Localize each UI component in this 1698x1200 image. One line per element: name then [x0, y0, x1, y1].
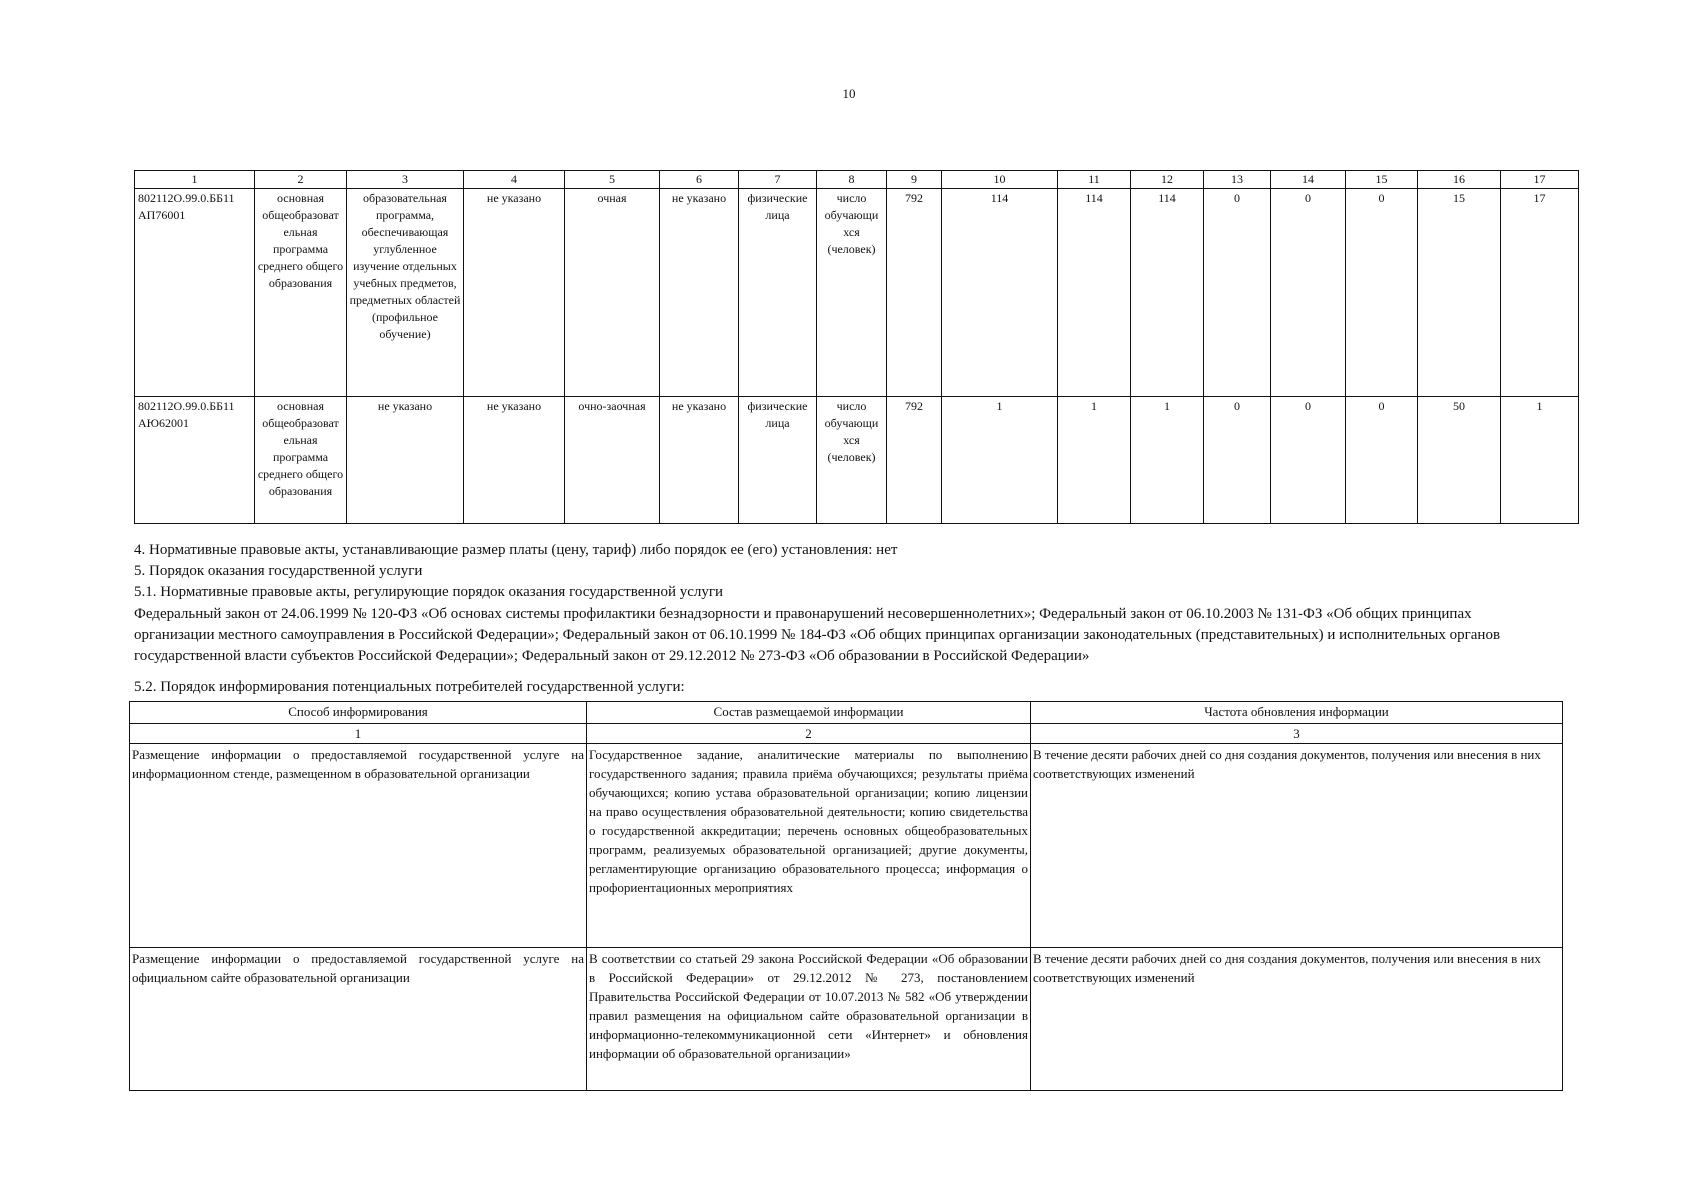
table-row	[135, 397, 1579, 524]
table-cell: не указано	[347, 397, 464, 524]
table-cell: 114	[1058, 189, 1131, 397]
table-cell: не указано	[464, 189, 565, 397]
column-number: 9	[887, 171, 942, 189]
column-number: 7	[739, 171, 817, 189]
column-header: Состав размещаемой информации	[587, 702, 1031, 724]
legal-text-block	[134, 540, 1554, 698]
table-cell: 17	[1501, 189, 1579, 397]
table-cell: Размещение информации о предоставляемой государственной услуге на информационном стенде, размещенном в образовательной организации	[130, 744, 587, 948]
table-cell: Государственное задание, аналитические материалы по выполнению государственного задания; правила приёма обучающихся; результаты приёма обучающихся; копию устава образовательной организации; копию лицензии на право осуществления образовательной деятельности; копию свидетельства о государственной аккредитации; перечень основных общеобразовательных программ, реализуемых образовательной организацией; другие документы, регламентирующие организацию образовательного процесса; информация о профориентационных мероприятиях	[587, 744, 1031, 948]
service-volume-table	[134, 170, 1579, 524]
page-number: 10	[842, 86, 856, 101]
table-cell: В соответствии со статьей 29 закона Российской Федерации «Об образовании в Российской Федерации» от 29.12.2012 № 273, постановлением Правительства Российской Федерации от 10.07.2013 № 582 «Об утверждении правил размещения на официальном сайте образовательной организации в информационно-телекоммуникационной сети «Интернет» и обновления информации об образовательной организации»	[587, 948, 1031, 1091]
table-header-row	[135, 171, 1579, 189]
table-cell: число обучающи хся (человек)	[817, 397, 887, 524]
table-cell: не указано	[660, 397, 739, 524]
section-4-paragraph: 4. Нормативные правовые акты, устанавливающие размер платы (цену, тариф) либо порядок ее (его) установления: нет	[134, 542, 898, 558]
table-cell: 0	[1271, 189, 1346, 397]
table-cell: Размещение информации о предоставляемой государственной услуге на официальном сайте образовательной организации	[130, 948, 587, 1091]
column-number: 15	[1346, 171, 1418, 189]
column-number: 13	[1204, 171, 1271, 189]
table-cell: 114	[1131, 189, 1204, 397]
column-header: Способ информирования	[130, 702, 587, 724]
table-cell: 1	[1058, 397, 1131, 524]
table-cell: 792	[887, 397, 942, 524]
table-cell: 792	[887, 189, 942, 397]
table-cell: 0	[1346, 189, 1418, 397]
table-cell: число обучающи хся (человек)	[817, 189, 887, 397]
column-number: 5	[565, 171, 660, 189]
column-number: 3	[347, 171, 464, 189]
table-cell: 1	[942, 397, 1058, 524]
section-5-1-heading: 5.1. Нормативные правовые акты, регулирующие порядок оказания государственной услуги	[134, 584, 724, 600]
column-number: 2	[587, 724, 1031, 744]
table-cell: 0	[1204, 189, 1271, 397]
column-number: 3	[1031, 724, 1563, 744]
table-row	[130, 744, 1563, 948]
section-5-heading: 5. Порядок оказания государственной услуги	[134, 563, 423, 579]
table-cell: 114	[942, 189, 1058, 397]
table-cell: В течение десяти рабочих дней со дня создания документов, получения или внесения в них соответствующих изменений	[1031, 744, 1563, 948]
table-cell: основная общеобразоват ельная программа среднего общего образования	[255, 397, 347, 524]
informing-procedure-table	[129, 701, 1563, 1091]
column-number: 11	[1058, 171, 1131, 189]
column-number: 8	[817, 171, 887, 189]
column-number-row	[130, 724, 1563, 744]
table-cell: 0	[1271, 397, 1346, 524]
table-row	[130, 948, 1563, 1091]
registry-code-cell: 802112О.99.0.ББ11 АЮ62001	[135, 397, 255, 524]
column-number: 1	[130, 724, 587, 744]
table-row	[135, 189, 1579, 397]
column-header: Частота обновления информации	[1031, 702, 1563, 724]
column-number: 1	[135, 171, 255, 189]
table-cell: 0	[1346, 397, 1418, 524]
table-cell: очно-заочная	[565, 397, 660, 524]
table-cell: 1	[1131, 397, 1204, 524]
table-cell: 0	[1204, 397, 1271, 524]
section-5-2-heading: 5.2. Порядок информирования потенциальных потребителей государственной услуги:	[134, 679, 685, 695]
table-cell: не указано	[660, 189, 739, 397]
table-cell: В течение десяти рабочих дней со дня создания документов, получения или внесения в них соответствующих изменений	[1031, 948, 1563, 1091]
table-cell: не указано	[464, 397, 565, 524]
column-number: 2	[255, 171, 347, 189]
table-cell: 1	[1501, 397, 1579, 524]
column-number: 12	[1131, 171, 1204, 189]
column-number: 6	[660, 171, 739, 189]
column-number: 14	[1271, 171, 1346, 189]
table-cell: физические лица	[739, 397, 817, 524]
table-cell: образовательная программа, обеспечивающая углубленное изучение отдельных учебных предметов, предметных областей (профильное обучение)	[347, 189, 464, 397]
column-number: 4	[464, 171, 565, 189]
column-number: 10	[942, 171, 1058, 189]
registry-code-cell: 802112О.99.0.ББ11 АП76001	[135, 189, 255, 397]
table-cell: очная	[565, 189, 660, 397]
column-number: 17	[1501, 171, 1579, 189]
table-header-row	[130, 702, 1563, 724]
table-cell: 50	[1418, 397, 1501, 524]
legal-acts-paragraph: Федеральный закон от 24.06.1999 № 120-ФЗ «Об основах системы профилактики безнадзорности и правонарушений несовершеннолетних»; Федеральный закон от 06.10.2003 № 131-ФЗ «Об общих принципах организации местного самоуправления в Российской Федерации»; Федеральный закон от 06.10.1999 № 184-ФЗ «Об общих принципах организации законодательных (представительных) и исполнительных органов государственной власти субъектов Российской Федерации»; Федеральный закон от 29.12.2012 № 273-ФЗ «Об образовании в Российской Федерации»	[134, 606, 1501, 664]
table-cell: 15	[1418, 189, 1501, 397]
table-cell: физические лица	[739, 189, 817, 397]
table-cell: основная общеобразоват ельная программа среднего общего образования	[255, 189, 347, 397]
column-number: 16	[1418, 171, 1501, 189]
